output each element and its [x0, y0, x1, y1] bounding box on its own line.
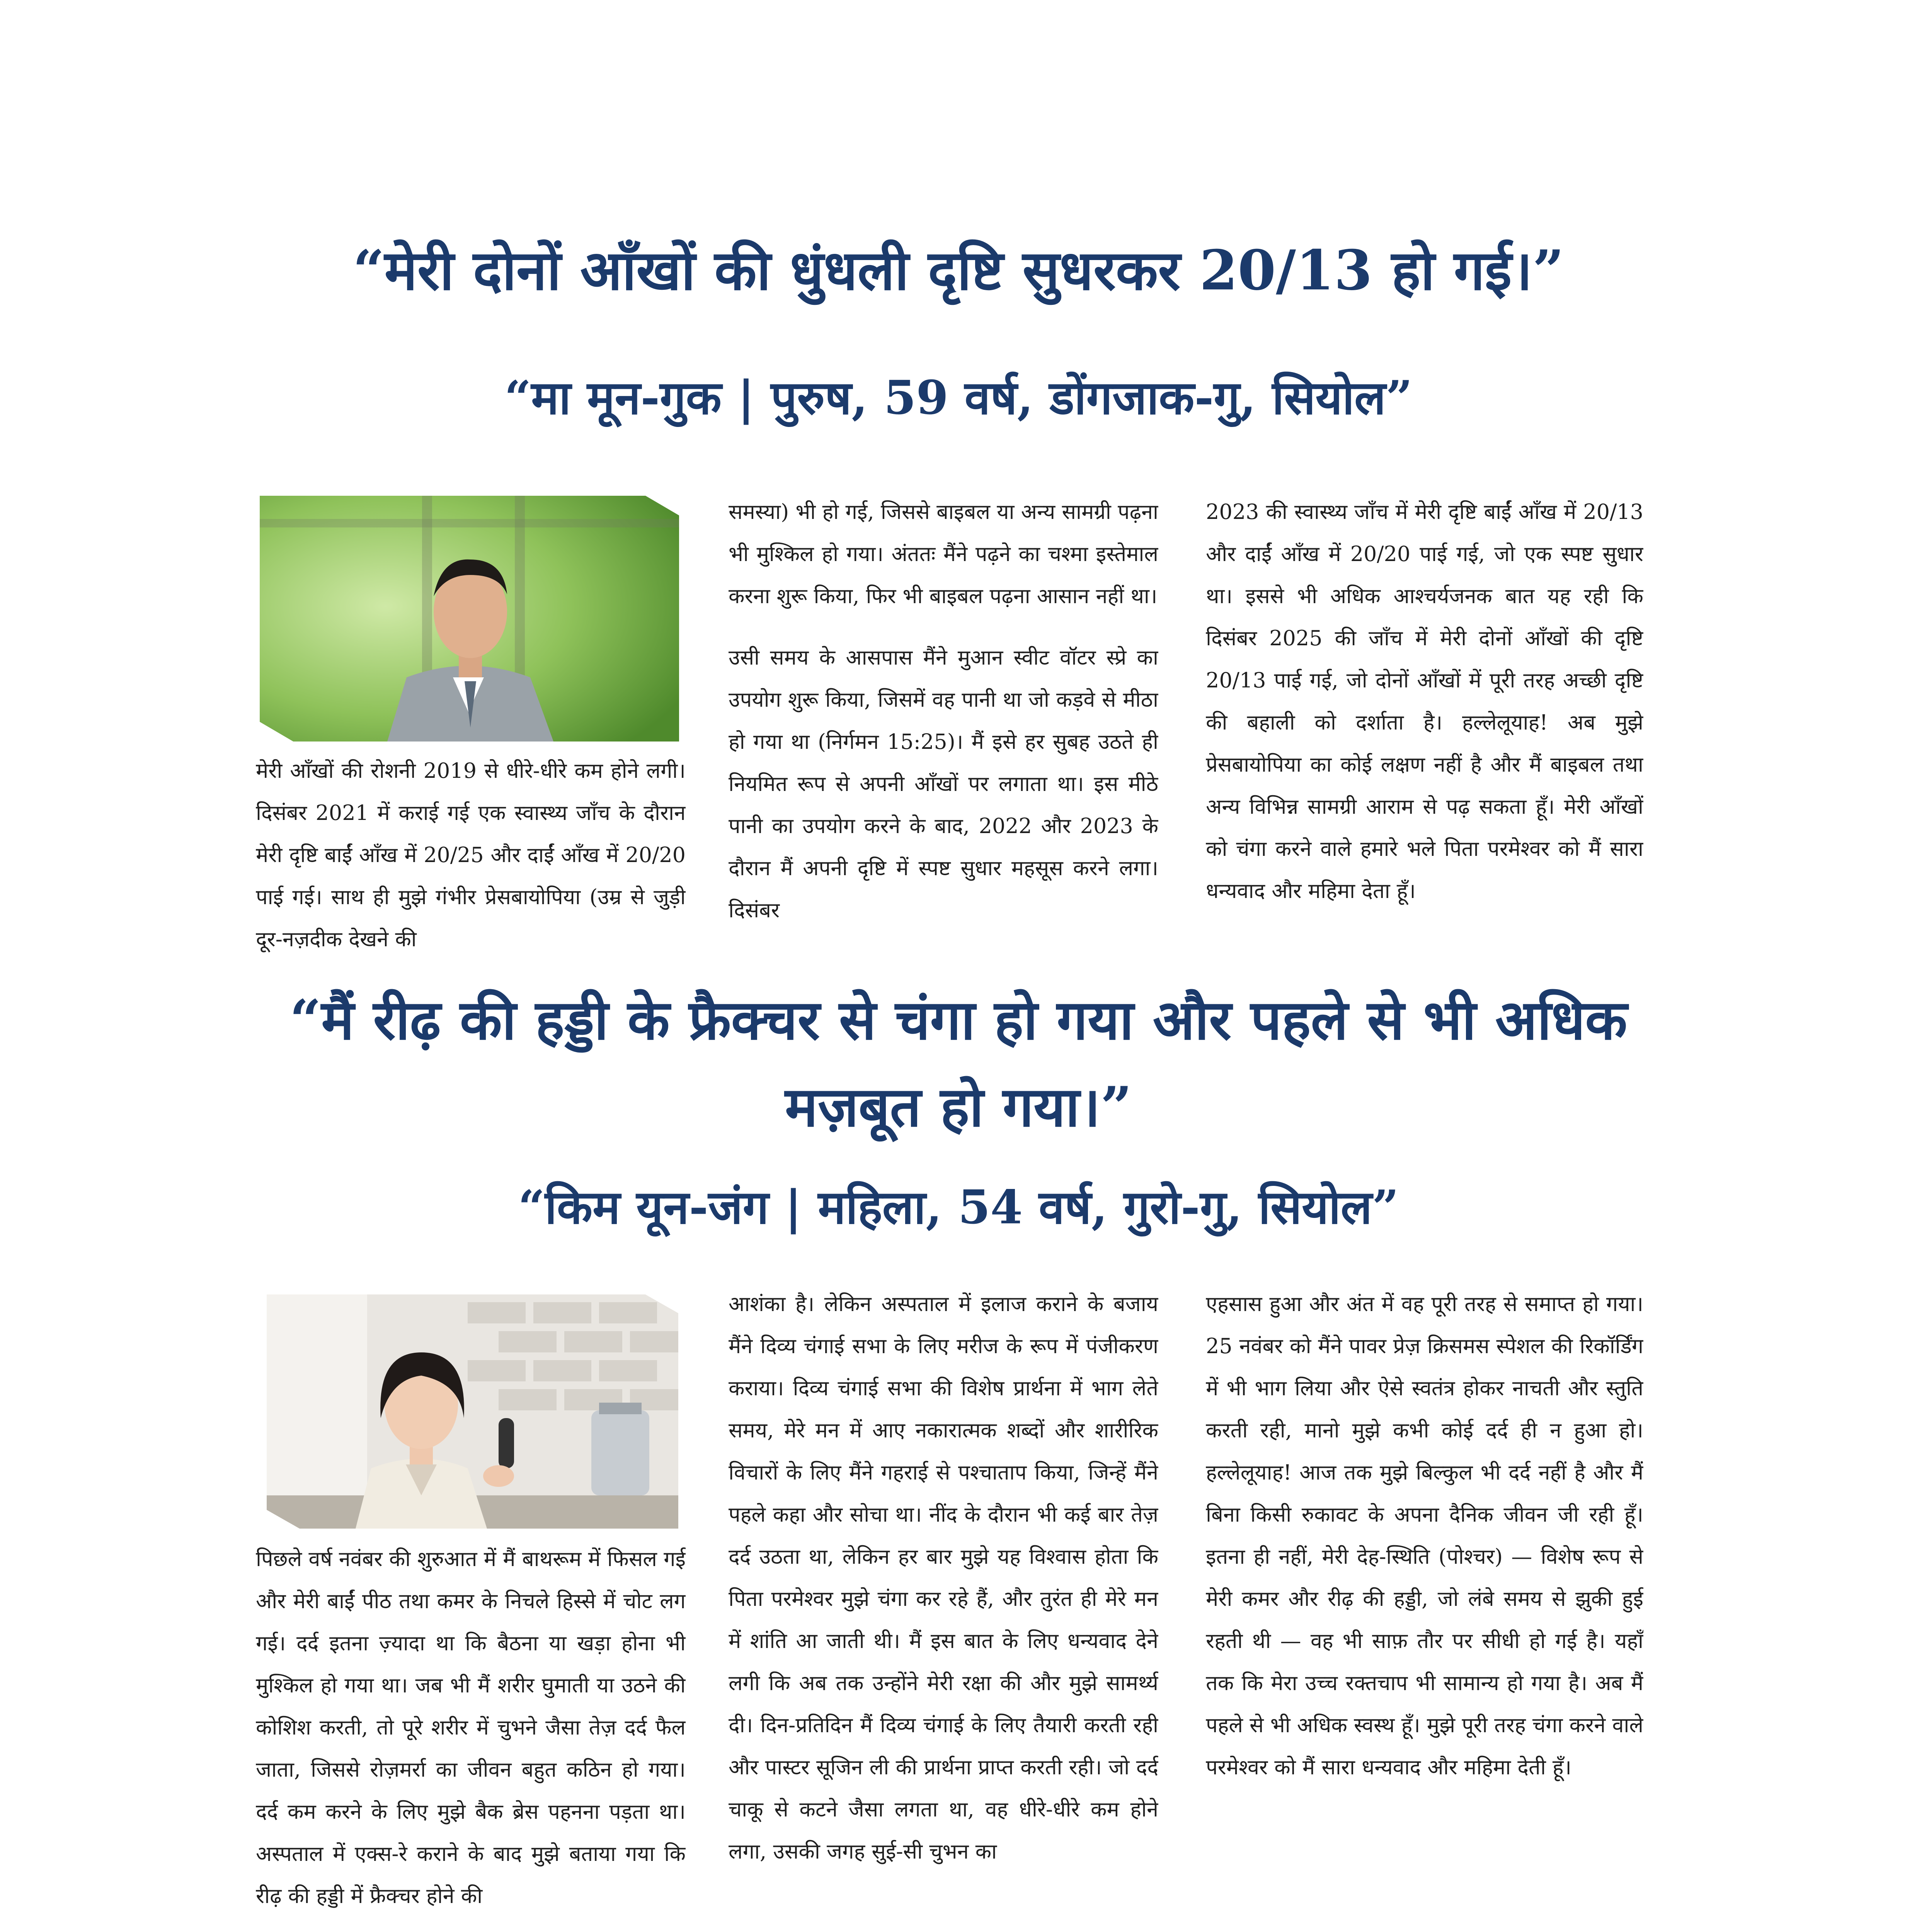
story1-col1-text: मेरी आँखों की रोशनी 2019 से धीरे-धीरे कम होने लगी। दिसंबर 2021 में कराई गई एक स्वास्थ्य जाँच के दौरान मेरी दृष्टि बाईं आँख में 20/25 और दाईं आँख में 20/20 पाई गई। साथ ही मुझे गंभीर प्रेसबायोपिया (उम्र से जुड़ी दूर-नज़दीक देखने की: [256, 759, 686, 951]
story1-photo: [260, 496, 679, 742]
story2-byline: “किम यून-जंग | महिला, 54 वर्ष, गुरो-गु, सियोल”: [518, 1180, 1399, 1235]
story1-headline: “मेरी दोनों आँखों की धुंधली दृष्टि सुधरकर 20/13 हो गई।”: [353, 238, 1564, 303]
story1-column-1: [256, 750, 686, 970]
story2-col2-text: आशंका है। लेकिन अस्पताल में इलाज कराने के बजाय मैंने दिव्य चंगाई सभा के लिए मरीज के रूप में पंजीकरण कराया। दिव्य चंगाई सभा की विशेष प्रार्थना में भाग लेते समय, मेरे मन में आए नकारात्मक शब्दों और शारीरिक विचारों के लिए मैंने गहराई से पश्चाताप किया, जिन्हें मैंने पहले कहा और सोचा था। नींद के दौरान भी कई बार तेज़ दर्द उठता था, लेकिन हर बार मुझे यह विश्वास होता कि पिता परमेश्वर मुझे चंगा कर रहे हैं, और तुरंत ही मेरे मन में शांति आ जाती थी। मैं इस बात के लिए धन्यवाद देने लगी कि अब तक उन्होंने मेरी रक्षा की और मुझे सामर्थ्य दी। दिन-प्रतिदिन मैं दिव्य चंगाई के लिए तैयारी करती रही और पास्टर सूजिन ली की प्रार्थना प्राप्त करती रही। जो दर्द चाकू से कटने जैसा लगता था, वह धीरे-धीरे कम होने लगा, उसकी जगह सुई-सी चुभन का: [729, 1292, 1158, 1864]
story2-column-1: [256, 1538, 686, 1932]
story2-col1-text: पिछले वर्ष नवंबर की शुरुआत में मैं बाथरूम में फिसल गई और मेरी बाईं पीठ तथा कमर के निचले हिस्से में चोट लग गई। दर्द इतना ज़्यादा था कि बैठना या खड़ा होना भी मुश्किल हो गया था। जब भी मैं शरीर घुमाती या उठने की कोशिश करती, तो पूरे शरीर में चुभने जैसा तेज़ दर्द फैल जाता, जिससे रोज़मर्रा का जीवन बहुत कठिन हो गया। दर्द कम करने के लिए मुझे बैक ब्रेस पहनना पड़ता था। अस्पताल में एक्स-रे कराने के बाद मुझे बताया गया कि रीढ़ की हड्डी में फ्रैक्चर होने की: [256, 1547, 686, 1908]
story2-column-2: [729, 1283, 1158, 1932]
story1-col3-text: 2023 की स्वास्थ्य जाँच में मेरी दृष्टि बाईं आँख में 20/13 और दाईं आँख में 20/20 पाई गई, जो एक स्पष्ट सुधार था। इससे भी अधिक आश्चर्यजनक बात यह रही कि दिसंबर 2025 की जाँच में मेरी दोनों आँखों की दृष्टि 20/13 पाई गई, जो दोनों आँखों में पूरी तरह अच्छी दृष्टि की बहाली को दर्शाता है। हल्लेलूयाह! अब मुझे प्रेसबायोपिया का कोई लक्षण नहीं है और मैं बाइबल तथा अन्य विभिन्न सामग्री आराम से पढ़ सकता हूँ। मेरी आँखों को चंगा करने वाले हमारे भले पिता परमेश्वर को मैं सारा धन्यवाद और महिमा देता हूँ।: [1206, 500, 1643, 903]
story2-headline-line1: “मैं रीढ़ की हड्डी के फ्रैक्चर से चंगा हो गया और पहले से भी अधिक: [289, 988, 1628, 1052]
story2-column-3: [1206, 1283, 1643, 1932]
story2-photo: [267, 1294, 678, 1529]
story1-byline: “मा मून-गुक | पुरुष, 59 वर्ष, डोंगजाक-गु, सियोल”: [504, 371, 1413, 425]
story2-headline-line2: मज़बूत हो गया।”: [785, 1075, 1132, 1139]
story1-col2-para2: उसी समय के आसपास मैंने मुआन स्वीट वॉटर स्प्रे का उपयोग शुरू किया, जिसमें वह पानी था जो कड़वे से मीठा हो गया था (निर्गमन 15:25)। मैं इसे हर सुबह उठते ही नियमित रूप से अपनी आँखों पर लगाता था। इस मीठे पानी का उपयोग करने के बाद, 2022 और 2023 के दौरान मैं अपनी दृष्टि में स्पष्ट सुधार महसूस करने लगा। दिसंबर: [729, 645, 1158, 922]
story1-column-2: [729, 491, 1158, 970]
story1-column-3: [1206, 491, 1643, 970]
story1-col2-para1: समस्या) भी हो गई, जिससे बाइबल या अन्य सामग्री पढ़ना भी मुश्किल हो गया। अंततः मैंने पढ़ने का चश्मा इस्तेमाल करना शुरू किया, फिर भी बाइबल पढ़ना आसान नहीं था।: [729, 500, 1158, 608]
story2-col3-text: एहसास हुआ और अंत में वह पूरी तरह से समाप्त हो गया। 25 नवंबर को मैंने पावर प्रेज़ क्रिसमस स्पेशल की रिकॉर्डिंग में भी भाग लिया और ऐसे स्वतंत्र होकर नाचती और स्तुति करती रही, मानो मुझे कभी कोई दर्द ही न हुआ हो। हल्लेलूयाह! आज तक मुझे बिल्कुल भी दर्द नहीं है और मैं बिना किसी रुकावट के अपना दैनिक जीवन जी रही हूँ। इतना ही नहीं, मेरी देह-स्थिति (पोश्चर) — विशेष रूप से मेरी कमर और रीढ़ की हड्डी, जो लंबे समय से झुकी हुई रहती थी — वह भी साफ़ तौर पर सीधी हो गई है। यहाँ तक कि मेरा उच्च रक्तचाप भी सामान्य हो गया है। अब मैं पहले से भी अधिक स्वस्थ हूँ। मुझे पूरी तरह चंगा करने वाले परमेश्वर को मैं सारा धन्यवाद और महिमा देती हूँ।: [1206, 1292, 1643, 1779]
